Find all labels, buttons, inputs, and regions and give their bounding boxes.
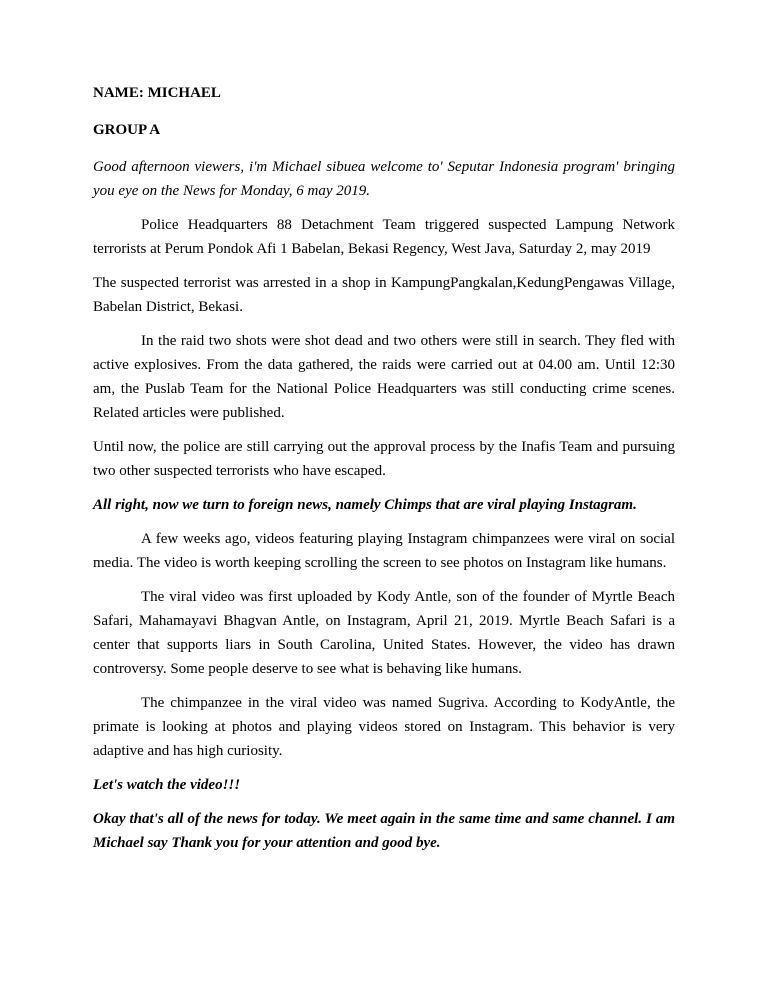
video-line: Let's watch the video!!! bbox=[93, 777, 241, 793]
transition-line: All right, now we turn to foreign news, namely Chimps that are viral playing Instagram. bbox=[93, 497, 637, 513]
group-heading: GROUP A bbox=[93, 122, 161, 138]
foreign-paragraph-2: The viral video was first uploaded by Kody Antle, son of the founder of Myrtle Beach Safari, Mahamayavi Bhagvan Antle, on Instagram, April 21, 2019. Myrtle Beach Safari is a center that supports liars in South Carolina, United States. However, the video has drawn controversy. Some people deserve to see what is behaving like humans. bbox=[93, 589, 675, 677]
foreign-paragraph-3: The chimpanzee in the viral video was named Sugriva. According to KodyAntle, the primate is looking at photos and playing videos stored on Instagram. This behavior is very adaptive and has high curiosity. bbox=[93, 695, 675, 759]
news-paragraph-2: The suspected terrorist was arrested in a shop in KampungPangkalan,KedungPengawas Village, Babelan District, Bekasi. bbox=[93, 275, 675, 315]
closing-paragraph: Okay that's all of the news for today. We meet again in the same time and same channel. I am Michael say Thank you for your attention and good bye. bbox=[93, 811, 675, 851]
name-heading: NAME: MICHAEL bbox=[93, 85, 221, 101]
document-page bbox=[93, 78, 675, 865]
news-paragraph-3: In the raid two shots were shot dead and two others were still in search. They fled with active explosives. From the data gathered, the raids were carried out at 04.00 am. Until 12:30 am, the Puslab Team for the National Police Headquarters was still conducting crime scenes. Related articles were published. bbox=[93, 333, 675, 421]
foreign-paragraph-1: A few weeks ago, videos featuring playing Instagram chimpanzees were viral on social media. The video is worth keeping scrolling the screen to see photos on Instagram like humans. bbox=[93, 531, 675, 571]
news-paragraph-4: Until now, the police are still carrying out the approval process by the Inafis Team and pursuing two other suspected terrorists who have escaped. bbox=[93, 439, 675, 479]
intro-paragraph: Good afternoon viewers, i'm Michael sibuea welcome to' Seputar Indonesia program' bringing you eye on the News for Monday, 6 may 2019. bbox=[93, 159, 675, 199]
news-paragraph-1: Police Headquarters 88 Detachment Team triggered suspected Lampung Network terrorists at Perum Pondok Afi 1 Babelan, Bekasi Regency, West Java, Saturday 2, may 2019 bbox=[93, 217, 675, 257]
